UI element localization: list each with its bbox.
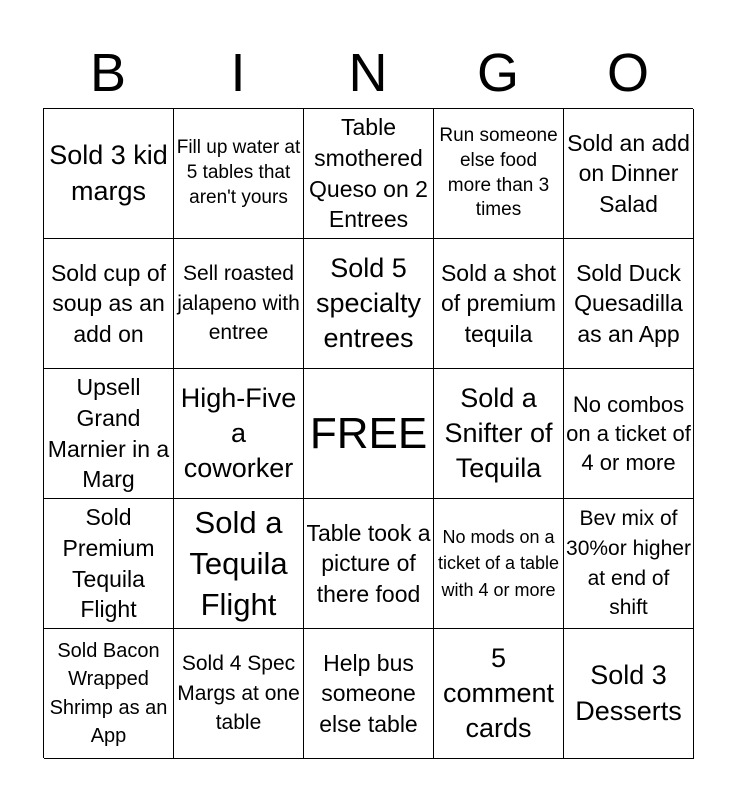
cell-text: Sold Duck Quesadilla as an App [574, 259, 683, 347]
bingo-cell[interactable] [304, 499, 434, 629]
bingo-cell[interactable] [564, 109, 694, 239]
header-letter-b: B [89, 43, 127, 103]
cell-text: Run someone else food more than 3 times [439, 125, 558, 221]
cell-text: Sold 5 specialty entrees [315, 252, 422, 354]
bingo-cell[interactable] [434, 239, 564, 369]
cell-text: Sold a Tequila Flight [189, 504, 288, 623]
bingo-cell[interactable] [564, 369, 694, 499]
cell-text: No combos on a ticket of 4 or more [566, 391, 691, 476]
bingo-cell[interactable] [304, 629, 434, 759]
cell-text: Sold 3 kid margs [49, 140, 168, 206]
bingo-cell[interactable] [174, 369, 304, 499]
bingo-cell[interactable] [44, 499, 174, 629]
header-letter-n: N [348, 43, 388, 103]
bingo-cell[interactable] [174, 499, 304, 629]
bingo-header [43, 38, 693, 108]
cell-text: Fill up water at 5 tables that aren't yours [176, 137, 301, 208]
bingo-cell[interactable] [434, 629, 564, 759]
header-letter-i: I [230, 43, 246, 103]
bingo-cell[interactable] [434, 109, 564, 239]
free-space[interactable] [304, 369, 434, 499]
cell-text: Sell roasted jalapeno with entree [177, 261, 300, 345]
cell-text: Upsell Grand Marnier in a Marg [47, 374, 170, 493]
bingo-cell[interactable] [564, 499, 694, 629]
cell-text: Help bus someone else table [319, 649, 418, 737]
bingo-cell[interactable] [564, 239, 694, 369]
bingo-cell[interactable] [174, 629, 304, 759]
cell-text: Table smothered Queso on 2 Entrees [309, 114, 428, 233]
header-letter-g: G [476, 43, 519, 103]
cell-text: Sold a shot of premium tequila [440, 259, 557, 347]
cell-text: Bev mix of 30%or higher at end of shift [566, 506, 691, 620]
bingo-cell[interactable] [434, 369, 564, 499]
cell-text: Sold a Snifter of Tequila [444, 382, 553, 484]
header-letter-o: O [606, 43, 649, 103]
bingo-cell[interactable] [44, 369, 174, 499]
cell-text: 5 comment cards [442, 642, 555, 744]
bingo-cell[interactable] [304, 239, 434, 369]
bingo-cell[interactable] [44, 109, 174, 239]
cell-text: Sold Bacon Wrapped Shrimp as an App [49, 639, 168, 747]
cell-text: High-Five a coworker [180, 382, 297, 484]
bingo-board [43, 108, 693, 758]
bingo-cell[interactable] [304, 109, 434, 239]
cell-text: Sold 3 Desserts [575, 660, 682, 726]
bingo-cell[interactable] [564, 629, 694, 759]
cell-text: Sold an add on Dinner Salad [567, 129, 690, 217]
bingo-cell[interactable] [174, 109, 304, 239]
cell-text: Table took a picture of there food [306, 519, 431, 607]
bingo-cell[interactable] [44, 239, 174, 369]
cell-text: FREE [309, 408, 428, 458]
cell-text: No mods on a ticket of a table with 4 or more [437, 527, 560, 600]
bingo-cell[interactable] [44, 629, 174, 759]
bingo-cell[interactable] [434, 499, 564, 629]
cell-text: Sold 4 Spec Margs at one table [177, 651, 300, 735]
bingo-cell[interactable] [174, 239, 304, 369]
cell-text: Sold Premium Tequila Flight [62, 504, 155, 623]
cell-text: Sold cup of soup as an add on [50, 259, 167, 347]
